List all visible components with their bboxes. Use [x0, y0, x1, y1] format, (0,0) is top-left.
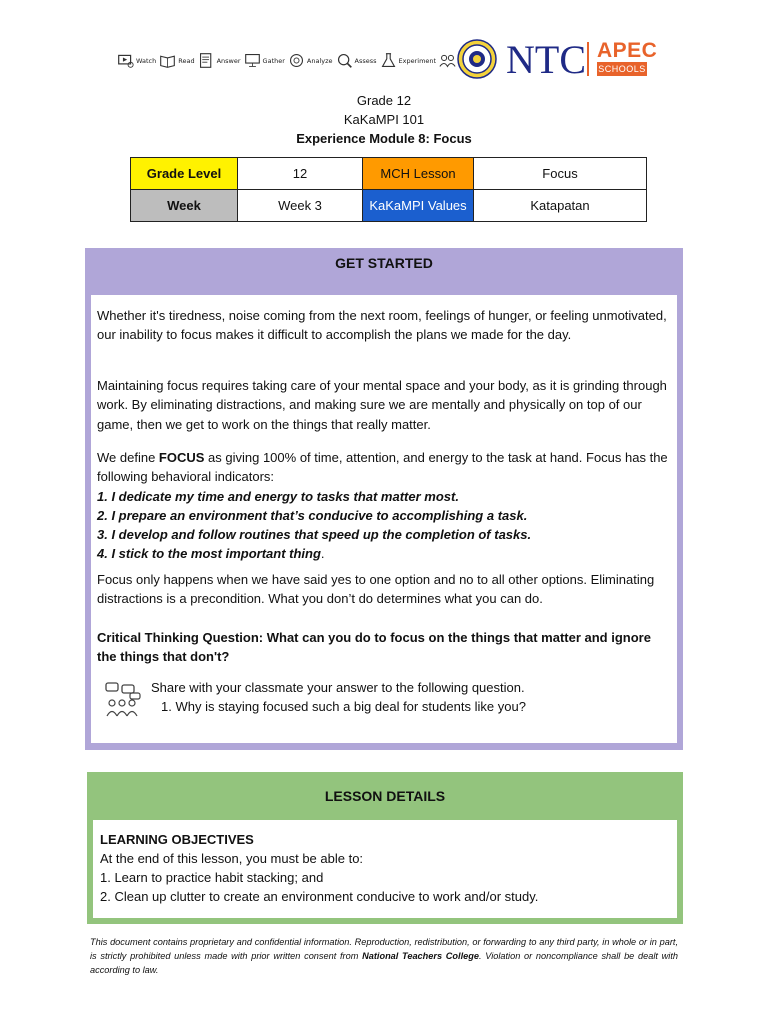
- indicator-item: 4. I stick to the most important thing: [97, 546, 321, 562]
- table-row: [131, 158, 647, 190]
- ntc-seal-logo: [457, 39, 497, 79]
- step-watch: [117, 52, 156, 69]
- logo-divider: [587, 42, 589, 76]
- module-title: Experience Module 8: Focus: [296, 131, 472, 146]
- step-assess: [336, 52, 377, 69]
- paragraph-precondition: Focus only happens when we have said yes to one option and no to all other options. Eliminating distractions is a precondition. What you don’t do determines what you can do.: [97, 572, 655, 607]
- step-label: Answer: [216, 56, 241, 65]
- indicator-item: 1. I dedicate my time and energy to tasks that matter most.: [97, 488, 459, 504]
- mch-lesson-value: Focus: [474, 158, 647, 190]
- critical-thinking-question: Critical Thinking Question: What can you do to focus on the things that matter and ignore the things that don't?: [97, 630, 651, 665]
- step-label: Experiment: [398, 56, 437, 65]
- step-label: Gather: [262, 56, 285, 65]
- step-read: [159, 52, 194, 69]
- share-question: 1. Why is staying focused such a big deal for students like you?: [161, 699, 526, 714]
- grade-level-label: Grade Level: [131, 158, 238, 190]
- week-label: Week: [131, 190, 238, 222]
- share-instructions: [151, 678, 526, 716]
- paragraph-intro: Whether it's tiredness, noise coming from the next room, feelings of hunger, or feeling unmotivated, our inability to focus makes it difficult to accomplish the plans we made for the day.: [97, 308, 667, 343]
- step-label: Analyze: [306, 56, 333, 65]
- definition-pre: We define: [97, 450, 159, 465]
- paragraph-maintaining-focus: Maintaining focus requires taking care of your mental space and your body, as it is grinding through work. By eliminating distractions, and making sure we are mentally and physically on top of our game, then we get to work on the things that really matter.: [97, 378, 667, 432]
- watch-icon: [117, 52, 134, 69]
- lesson-info-table: [130, 157, 647, 222]
- analyze-icon: [288, 52, 305, 69]
- assess-icon: [336, 52, 353, 69]
- learning-objectives: [100, 830, 538, 906]
- step-label: Assess: [354, 56, 377, 65]
- paragraph-focus-definition: [97, 448, 673, 564]
- grade-title: Grade 12: [356, 93, 412, 108]
- kakampi-values-value: Katapatan: [474, 190, 647, 222]
- experiment-icon: [380, 52, 397, 69]
- indicator-end: .: [320, 546, 325, 562]
- footer-text-end: . Violation or noncompliance shall be dealt with according to law.: [90, 951, 678, 975]
- definition-post: as giving 100% of time, attention, and energy to the task at hand. Focus has the following behavioral indicators:: [97, 450, 668, 485]
- gather-icon: [244, 52, 261, 69]
- indicator-item: 2. I prepare an environment that’s conducive to accomplishing a task.: [97, 507, 528, 523]
- objective-item: 1. Learn to practice habit stacking; and: [100, 870, 324, 885]
- step-label: Watch: [136, 56, 157, 65]
- confidentiality-notice: [90, 935, 678, 977]
- lesson-details-heading: LESSON DETAILS: [324, 788, 446, 804]
- answer-icon: [198, 52, 215, 69]
- ntc-logo: NTC: [506, 37, 586, 82]
- step-answer: [198, 52, 241, 69]
- learning-steps-strip: [117, 52, 496, 69]
- read-icon: [159, 52, 176, 69]
- grade-level-value: 12: [238, 158, 363, 190]
- objective-item: 2. Clean up clutter to create an environment conducive to work and/or study.: [100, 889, 539, 904]
- share-intro: Share with your classmate your answer to the following question.: [151, 680, 525, 695]
- step-gather: [244, 52, 285, 69]
- objectives-intro: At the end of this lesson, you must be able to:: [100, 851, 364, 866]
- apec-schools-label: SCHOOLS: [598, 64, 646, 74]
- footer-text: This document contains proprietary and confidential information. Reproduction, redistribution, or forwarding to any third party, in whole or in part, is strictly prohibited unless made with prior written consent from: [90, 937, 678, 961]
- week-value: Week 3: [238, 190, 363, 222]
- collaborate-icon: [439, 52, 456, 69]
- objectives-title: LEARNING OBJECTIVES: [100, 832, 254, 847]
- step-experiment: [380, 52, 437, 69]
- step-label: Read: [178, 56, 195, 65]
- get-started-heading: GET STARTED: [335, 255, 433, 271]
- course-title: KaKaMPI 101: [343, 112, 425, 127]
- apec-logo: APEC: [597, 39, 658, 62]
- footer-institution: National Teachers College: [362, 951, 479, 961]
- table-row: [131, 190, 647, 222]
- step-analyze: [288, 52, 333, 69]
- mch-lesson-label: MCH Lesson: [363, 158, 474, 190]
- indicator-item: 3. I develop and follow routines that speed up the completion of tasks.: [97, 527, 532, 543]
- kakampi-values-label: KaKaMPI Values: [363, 190, 474, 222]
- group-discussion-icon: [104, 681, 144, 719]
- focus-term: FOCUS: [158, 450, 205, 465]
